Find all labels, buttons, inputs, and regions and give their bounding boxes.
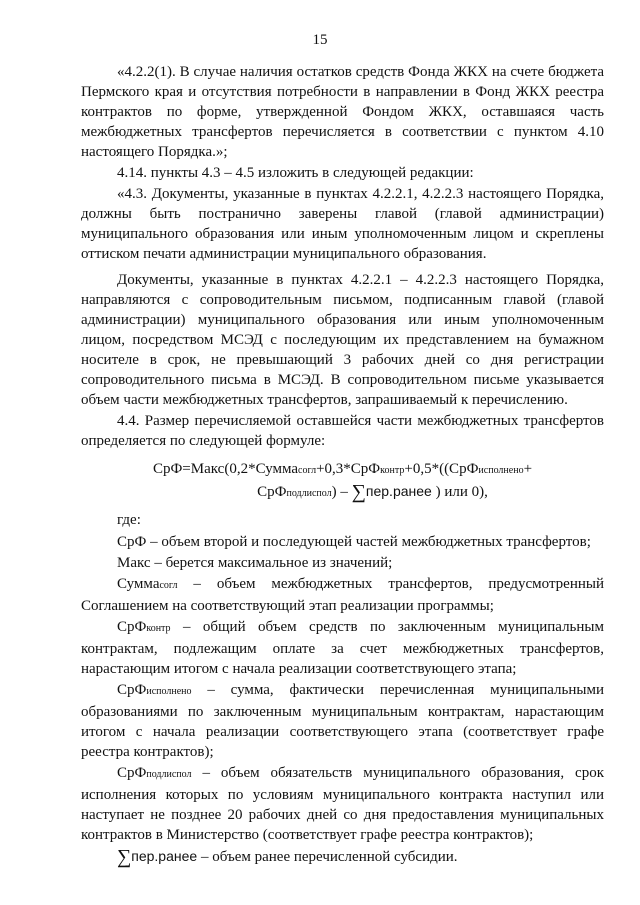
definition-srf-ispolneno: СрФисполнено – сумма, фактически перечисленная муниципальными образованиями по заключенным муниципальным контрактам, нарастающим итогом с начала реализации соответствующего этапа (соответствует графе реестра контрактов); bbox=[81, 682, 604, 760]
definition-srf: СрФ – объем второй и последующей частей межбюджетных трансфертов; bbox=[117, 534, 591, 550]
definition-srf-kontr: СрФконтр – общий объем средств по заключенным муниципальным контрактам, подлежащим оплате за счет межбюджетных трансфертов, нарастающим итогом с начала реализации соответствующего этапа; bbox=[81, 619, 604, 677]
paragraph-4-2-2-1: «4.2.2(1). В случае наличия остатков средств Фонда ЖКХ на счете бюджета Пермского края и отсутствия потребности в направлении в Фонд ЖКХ реестра контрактов по форме, утвержденной Фондом ЖКХ, оставшаяся часть межбюджетных трансфертов перечисляется в соответствии с пунктом 4.10 настоящего Порядка.»; bbox=[81, 64, 604, 160]
definition-maks: Макс – берется максимальное из значений; bbox=[117, 555, 393, 571]
definition-summa-sogl: Суммасогл – объем межбюджетных трансфертов, предусмотренный Соглашением на соответствующий этап реализации программы; bbox=[81, 576, 604, 614]
page-number: 15 bbox=[312, 32, 328, 48]
formula bbox=[81, 459, 604, 504]
definition-per-ranee: ∑пер.ранее – объем ранее перечисленной субсидии. bbox=[117, 846, 458, 868]
sum-symbol: ∑ bbox=[117, 846, 132, 868]
paragraph-4-4: 4.4. Размер перечисляемой оставшейся части межбюджетных трансфертов определяется по следующей формуле: bbox=[81, 413, 604, 449]
document-body bbox=[81, 62, 604, 868]
definition-srf-podlispol: СрФподлиспол – объем обязательств муниципального образования, срок исполнения которых по условиям муниципального контракта наступил или наступает не позднее 20 рабочих дней со дня предоставления муниципальных контрактов в Министерство (соответствует графе реестра контрактов); bbox=[81, 765, 604, 843]
paragraph-4-14: 4.14. пункты 4.3 – 4.5 изложить в следующей редакции: bbox=[117, 165, 474, 181]
paragraph-documents-sent: Документы, указанные в пунктах 4.2.2.1 – 4.2.2.3 настоящего Порядка, направляются с сопроводительным письмом, подписанным главой (главой администрации) муниципального образования или иным уполномоченным лицом, посредством МСЭД с последующим их представлением на бумажном носителе в срок, не превышающий 3 рабочих дней со дня регистрации сопроводительного письма в МСЭД. В сопроводительном письме указывается объем части межбюджетных трансфертов, запрашиваемый к перечислению. bbox=[81, 272, 604, 408]
where-label: где: bbox=[117, 512, 141, 528]
paragraph-4-3: «4.3. Документы, указанные в пунктах 4.2.2.1, 4.2.2.3 настоящего Порядка, должны быть постранично заверены главой (главой администрации) муниципального образования или иным уполномоченным лицом и скреплены оттиском печати администрации муниципального образования. bbox=[81, 186, 604, 262]
sum-symbol: ∑ bbox=[351, 481, 366, 503]
formula-line-2: СрФподлиспол) – ∑пер.ранее ) или 0), bbox=[257, 481, 488, 503]
formula-line-1: СрФ=Макс(0,2*Суммасогл+0,3*СрФконтр+0,5*((СрФисполнено+ bbox=[152, 461, 533, 477]
